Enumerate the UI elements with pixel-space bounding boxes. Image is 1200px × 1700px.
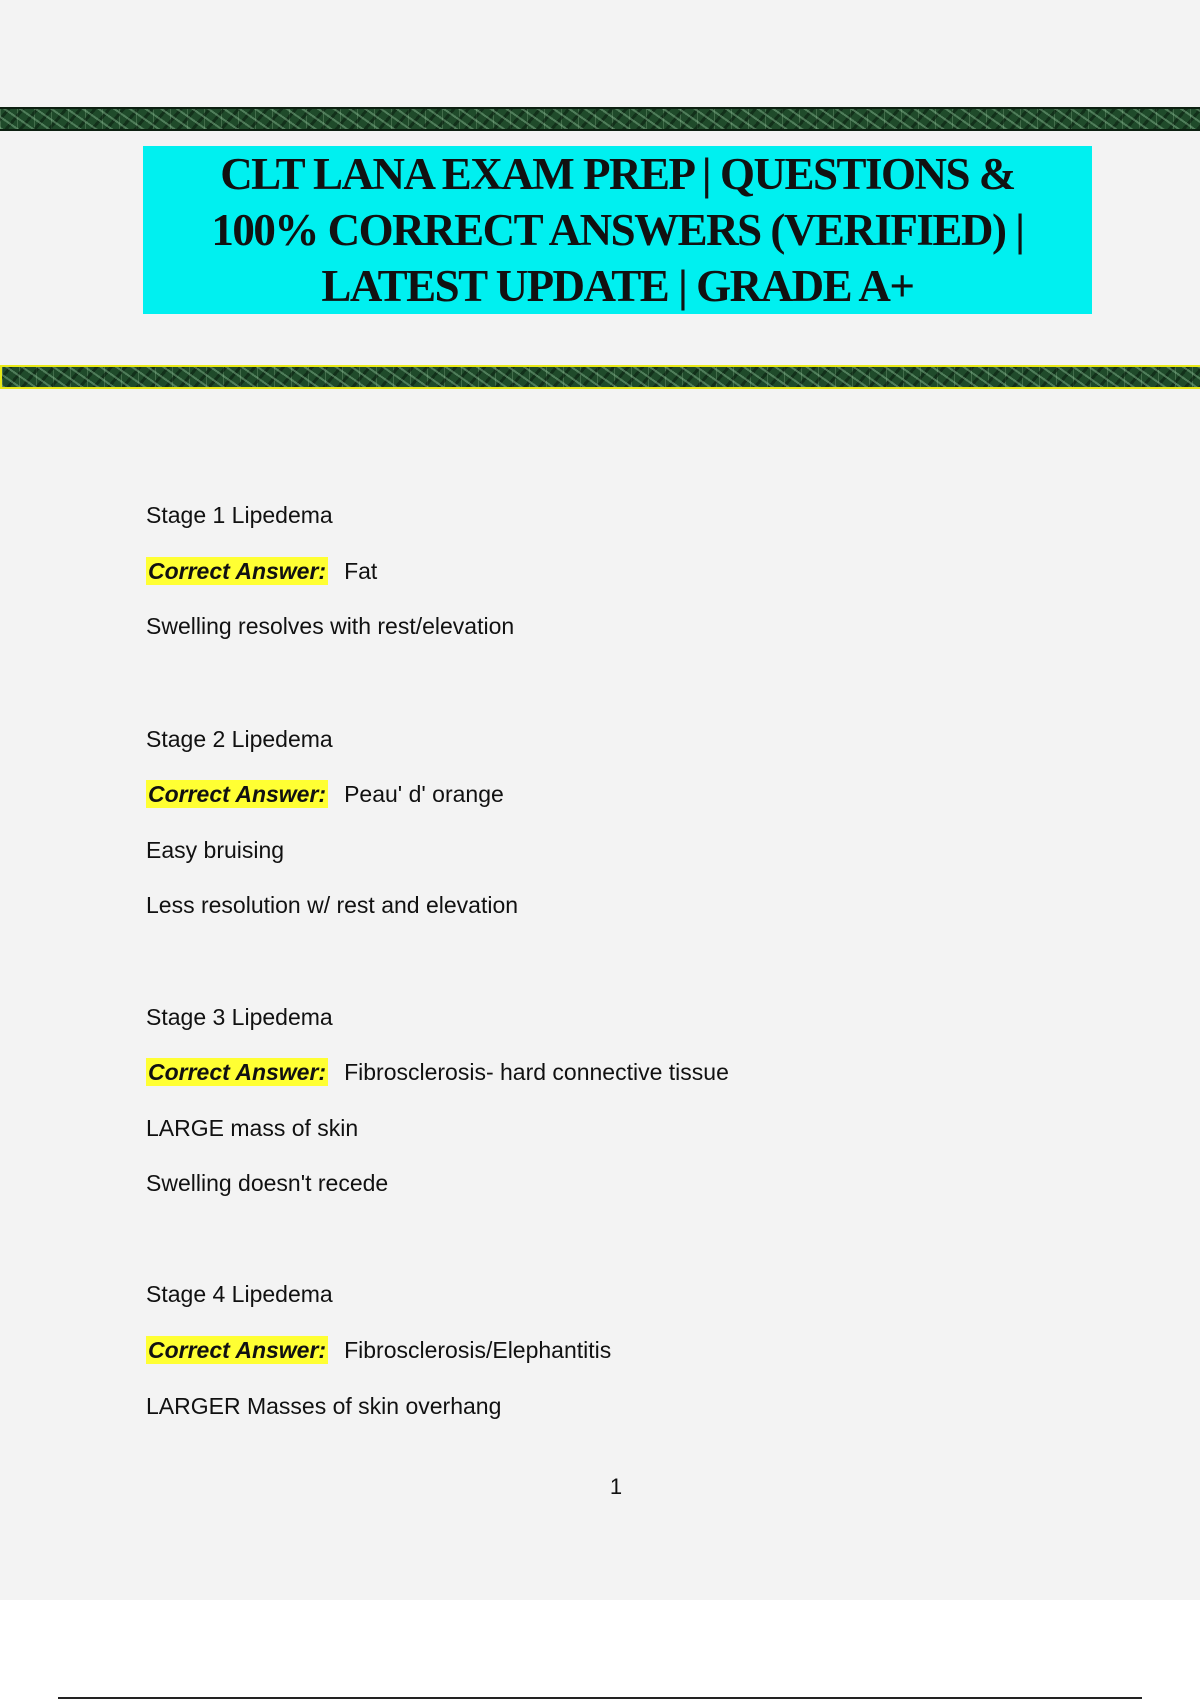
question-text: Stage 3 Lipedema: [146, 1004, 333, 1030]
question-text: Stage 1 Lipedema: [146, 502, 333, 528]
note-text: Swelling resolves with rest/elevation: [146, 613, 515, 639]
document-title: CLT LANA EXAM PREP | QUESTIONS & 100% CORRECT ANSWERS (VERIFIED) | LATEST UPDATE | GRADE A+: [211, 149, 1024, 311]
question-text: Stage 4 Lipedema: [146, 1281, 333, 1307]
note-text: Swelling doesn't recede: [146, 1170, 389, 1196]
title-banner: [143, 146, 1092, 314]
question-text: Stage 2 Lipedema: [146, 726, 333, 752]
decorative-border-bottom: [0, 365, 1200, 389]
answer-line: [146, 557, 377, 585]
correct-answer-label: Correct Answer:: [148, 781, 327, 807]
footer-divider: [58, 1697, 1142, 1699]
answer-line: [146, 1336, 611, 1364]
correct-answer-label: Correct Answer:: [148, 1337, 327, 1363]
correct-answer-label: Correct Answer:: [148, 558, 327, 584]
note-text: Less resolution w/ rest and elevation: [146, 892, 519, 918]
answer-text: Peau' d' orange: [344, 781, 504, 807]
answer-text: Fat: [344, 558, 378, 584]
note-text: LARGE mass of skin: [146, 1115, 359, 1141]
answer-line: [146, 1058, 729, 1086]
page-number: 1: [609, 1474, 623, 1499]
decorative-border-top: [0, 107, 1200, 131]
answer-text: Fibrosclerosis/Elephantitis: [344, 1337, 612, 1363]
note-text: LARGER Masses of skin overhang: [146, 1393, 502, 1419]
answer-text: Fibrosclerosis- hard connective tissue: [344, 1059, 729, 1085]
answer-line: [146, 780, 504, 808]
note-text: Easy bruising: [146, 837, 285, 863]
correct-answer-label: Correct Answer:: [148, 1059, 327, 1085]
